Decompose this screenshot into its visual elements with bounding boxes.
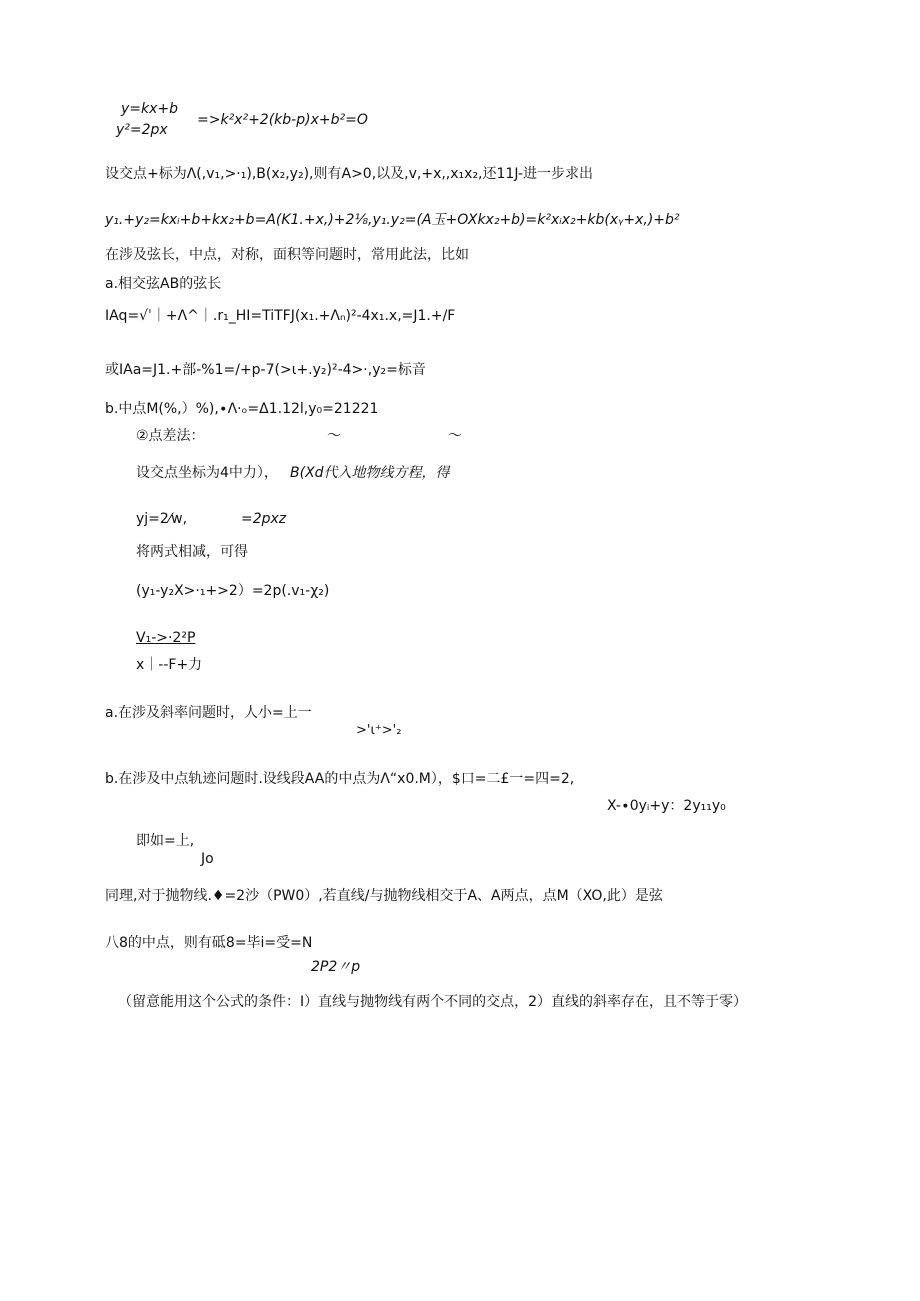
text-line: 将两式相减，可得 xyxy=(136,544,248,560)
text-line: 即如=上, xyxy=(136,833,195,849)
equation-line: yj=2⁄w, xyxy=(136,511,188,527)
equation-line: y²=2px xyxy=(116,122,168,138)
equation-line: y₁.+y₂=kxᵢ+b+kx₂+b=A(K1.+x,)+2⅛,y₁.y₂=(A玉+OXkx₂+b)=k²xᵢx₂+kb(xᵧ+x,)+b² xyxy=(105,212,680,228)
text-line: ②点差法： xyxy=(136,428,205,444)
text-line: 设交点坐标为4中力）， xyxy=(136,465,278,481)
text-line: Jo xyxy=(201,851,214,867)
equation-line: IAq=√ˈ｜+Λ^｜.r₁_HI=TiTFJ(x₁.+Λₙ)²-4x₁.x,=J1.+/F xyxy=(105,308,456,324)
text-line: B(Xd代入地物线方程，得 xyxy=(290,465,450,481)
equation-line: b.中点M(%,）%),∙Λ·ₒ=Δ1.12l,y₀=21221 xyxy=(105,401,379,417)
text-line: 在涉及弦长，中点，对称，面积等问题时，常用此法，比如 xyxy=(105,247,469,263)
equation-line: >'ι⁺>'₂ xyxy=(356,723,402,738)
text-line: b.在涉及中点轨迹问题时.设线段AA的中点为Λ“x0.M），$口=二£一=四=2, xyxy=(105,771,575,787)
equation-line: =>k²x²+2(kb-p)x+b²=O xyxy=(197,112,368,128)
text-line: a.相交弦AB的弦长 xyxy=(105,276,222,292)
equation-line: 或IAa=J1.+部-%1=/+p-7(>ι+.y₂)²-4>·,y₂=标音 xyxy=(105,362,426,378)
equation-line: 2P2〃p xyxy=(311,959,361,975)
text-line: 设交点+标为Λ(,v₁,>·₁),B(x₂,y₂),则有A>0,以及,v,+x,,x₁x₂,还11J-进一步求出 xyxy=(105,166,594,182)
text-line: 八8的中点，则有砥8=毕i=受=N xyxy=(105,935,313,951)
equation-line: x｜--F+力 xyxy=(136,657,203,673)
equation-line: V₁->·2²P xyxy=(136,630,196,646)
equation-line: y=kx+b xyxy=(121,101,179,117)
text-line: a.在涉及斜率问题时，人小=上一 xyxy=(105,705,312,721)
text-line: ～ xyxy=(448,428,462,444)
equation-line: =2pxz xyxy=(241,511,287,527)
text-line: （留意能用这个公式的条件：I）直线与抛物线有两个不同的交点，2）直线的斜率存在，且不等于零） xyxy=(118,994,748,1010)
text-line: 同理,对于抛物线.♦=2沙（PW0）,若直线/与抛物线相交于A、A两点，点M（XO,此）是弦 xyxy=(105,888,663,904)
equation-line: (y₁-y₂X>·₁+>2）=2p(.v₁-χ₂) xyxy=(136,583,330,599)
equation-line: X-∙0yᵢ+y：2y₁₁y₀ xyxy=(607,798,726,814)
text-line: ～ xyxy=(327,428,341,444)
